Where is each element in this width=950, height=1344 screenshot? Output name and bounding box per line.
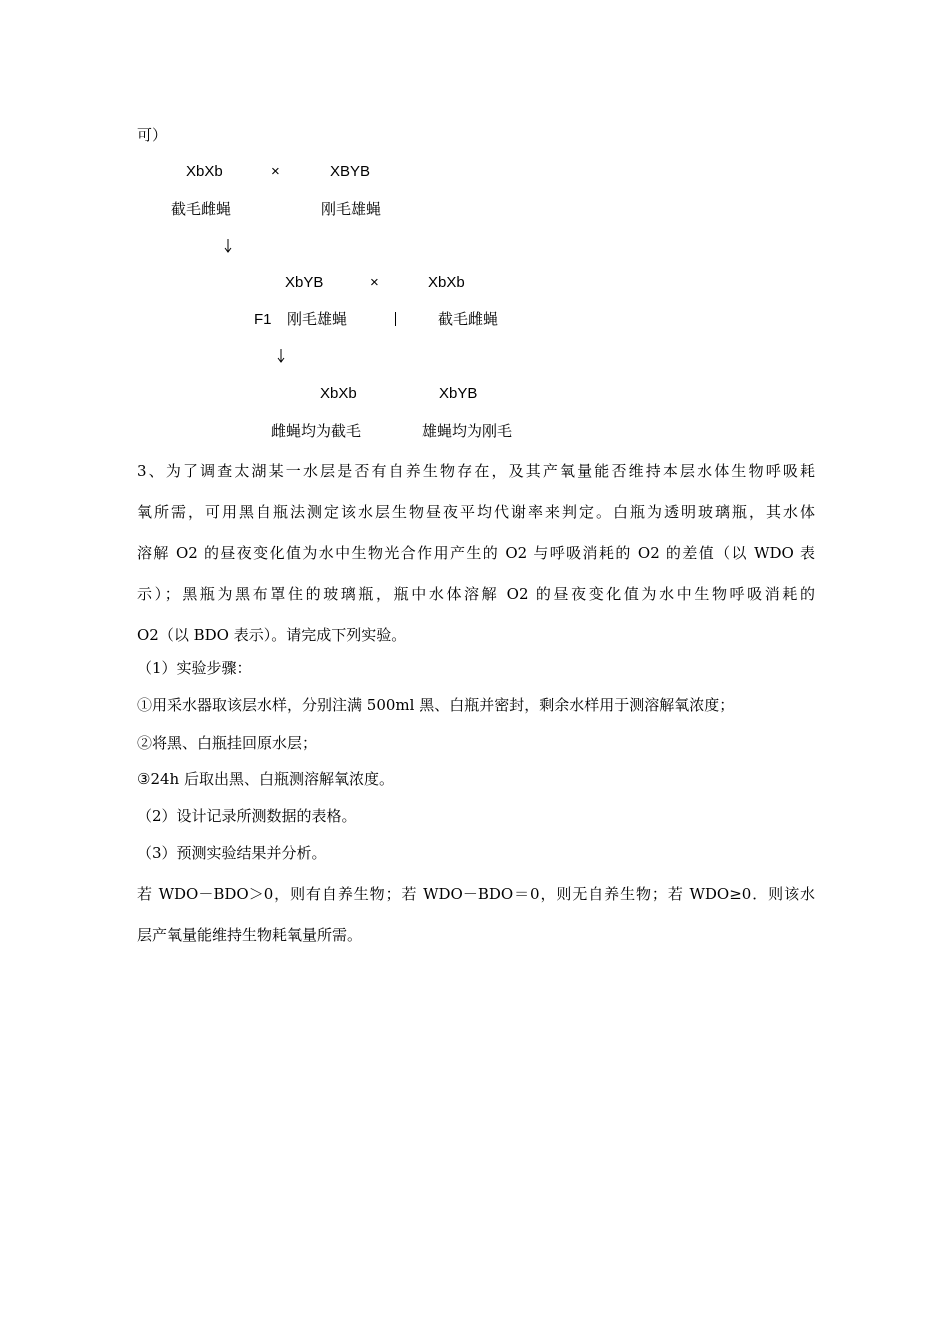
result-text-line: 若 WDO－BDO＞0，则有自养生物；若 WDO－BDO＝0，则无自养生物；若 WDO≥0．则该水	[137, 885, 815, 903]
question-text-line: 溶解 O2 的昼夜变化值为水中生物光合作用产生的 O2 与呼吸消耗的 O2 的差值（以 WDO 表	[137, 544, 815, 562]
step-item: ③24h 后取出黑、白瓶测溶解氧浓度。	[137, 770, 394, 788]
cross-symbol-2: ×	[370, 274, 379, 291]
offspring-male-phenotype: 雄蝇均为刚毛	[422, 422, 513, 440]
result-text-line: 层产氧量能维持生物耗氧量所需。	[137, 926, 363, 944]
sub-question: （2）设计记录所测数据的表格。	[137, 807, 357, 825]
parent-female-genotype: XbXb	[186, 163, 223, 180]
sub-question: （3）预测实验结果并分析。	[137, 844, 327, 862]
generation-label: F1	[254, 311, 272, 328]
question-text-line: 示）；黑瓶为黑布罩住的玻璃瓶，瓶中水体溶解 O2 的昼夜变化值为水中生物呼吸消耗的	[137, 585, 815, 603]
down-arrow-icon	[223, 238, 233, 254]
f1-female-genotype: XbXb	[428, 274, 465, 291]
parent-male-phenotype: 刚毛雄蝇	[321, 200, 382, 218]
f1-male-phenotype: 刚毛雄蝇	[287, 310, 348, 328]
offspring-female-genotype: XbXb	[320, 385, 357, 402]
step-heading: （1）实验步骤：	[137, 659, 252, 677]
cross-symbol: ×	[271, 163, 280, 180]
offspring-female-phenotype: 雌蝇均为截毛	[271, 422, 362, 440]
question-text-line: 氧所需，可用黑自瓶法测定该水层生物昼夜平均代谢率来判定。白瓶为透明玻璃瓶，其水体	[137, 503, 815, 521]
separator-bar	[395, 312, 396, 326]
parent-male-genotype: XBYB	[330, 163, 371, 180]
down-arrow-icon	[276, 348, 286, 364]
step-item: ①用采水器取该层水样，分别注满 500ml 黑、白瓶并密封，剩余水样用于测溶解氧浓度；	[137, 696, 735, 714]
f1-female-phenotype: 截毛雌蝇	[438, 310, 499, 328]
step-item: ②将黑、白瓶挂回原水层；	[137, 734, 318, 752]
question-text-line: O2（以 BDO 表示）。请完成下列实验。	[137, 626, 407, 644]
continued-text-fragment: 可）	[137, 126, 168, 144]
offspring-male-genotype: XbYB	[439, 385, 478, 402]
question-text-line: 3、为了调查太湖某一水层是否有自养生物存在，及其产氧量能否维持本层水体生物呼吸耗	[137, 462, 815, 480]
parent-female-phenotype: 截毛雌蝇	[171, 200, 232, 218]
f1-male-genotype: XbYB	[285, 274, 324, 291]
